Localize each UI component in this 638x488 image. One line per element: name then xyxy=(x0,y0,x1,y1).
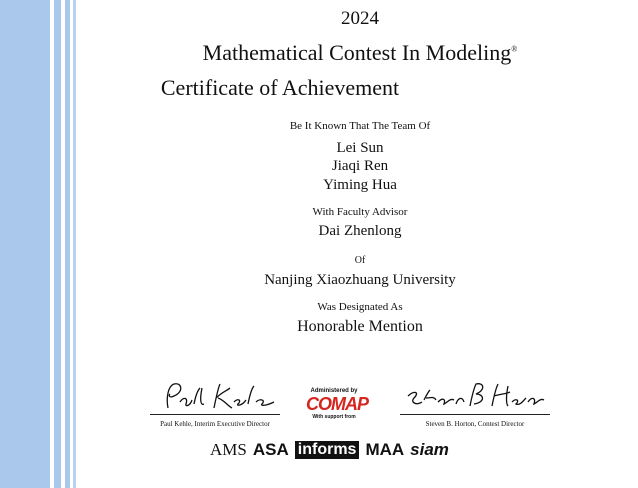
border-stripe xyxy=(65,0,70,488)
advisor-label: With Faculty Advisor xyxy=(312,206,408,218)
siam-logo: siam xyxy=(410,440,449,459)
certificate-title: Certificate of Achievement xyxy=(160,75,400,100)
certificate-year: 2024 xyxy=(341,8,379,29)
be-it-known-label: Be It Known That The Team Of xyxy=(289,120,431,132)
signature-graphic xyxy=(400,378,550,414)
advisor-name: Dai Zhenlong xyxy=(318,223,402,239)
team-member: Yiming Hua xyxy=(323,177,397,193)
signature-graphic xyxy=(150,378,280,414)
maa-logo: MAA xyxy=(365,440,405,459)
border-stripe xyxy=(0,0,50,488)
comap-wordmark: COMAP xyxy=(306,394,368,414)
designated-label: Was Designated As xyxy=(317,301,403,313)
border-stripe xyxy=(73,0,76,488)
university-name: Nanjing Xiaozhuang University xyxy=(264,272,456,288)
registered-mark: ® xyxy=(511,44,518,54)
signature-left xyxy=(150,378,280,428)
administered-by-label: Administered by xyxy=(310,388,358,394)
signature-line xyxy=(400,414,550,415)
contest-name xyxy=(120,40,600,66)
team-member: Lei Sun xyxy=(336,140,384,156)
border-stripe xyxy=(54,0,61,488)
ams-logo: AMS xyxy=(210,440,247,459)
signature-caption: Paul Kehle, Interim Executive Director xyxy=(160,420,270,428)
signature-caption: Steven B. Horton, Contest Director xyxy=(425,420,525,428)
asa-logo: ASA xyxy=(252,440,289,459)
sponsor-logos xyxy=(210,437,510,463)
team-member: Jiaqi Ren xyxy=(331,158,389,174)
signature-line xyxy=(150,414,280,415)
informs-logo: informs xyxy=(295,441,360,459)
comap-logo xyxy=(306,388,368,434)
contest-name-text: Mathematical Contest In Modeling xyxy=(202,40,512,65)
of-label: Of xyxy=(354,255,366,266)
decorative-border xyxy=(0,0,78,488)
award-name: Honorable Mention xyxy=(297,318,423,335)
support-label: With support from xyxy=(312,414,356,420)
signature-right xyxy=(400,378,550,428)
